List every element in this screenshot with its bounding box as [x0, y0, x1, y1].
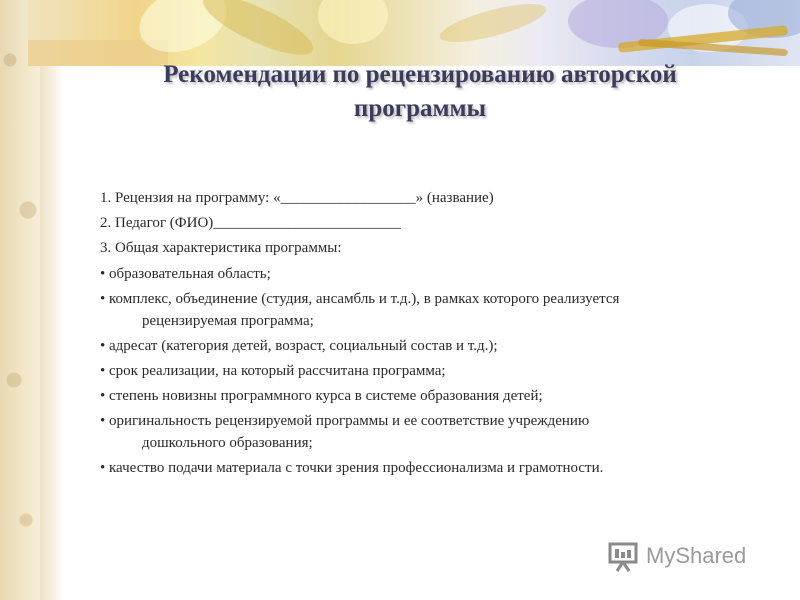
- bullet-addressee: • адресат (категория детей, возраст, социальный состав и т.д.);: [100, 338, 498, 354]
- myshared-watermark: [606, 536, 776, 576]
- presentation-board-icon: [606, 538, 642, 574]
- bullet-educational-area: • образовательная область;: [100, 266, 271, 282]
- item-review-program: 1. Рецензия на программу: «__________________» (название): [100, 190, 494, 206]
- bullet-novelty: • степень новизны программного курса в системе образования детей;: [100, 388, 543, 404]
- parchment-left-strip: [0, 0, 40, 600]
- bullet-quality: • качество подачи материала с точки зрения профессионализма и грамотности.: [100, 460, 604, 476]
- slide-title: [60, 58, 780, 126]
- item-teacher-name: 2. Педагог (ФИО)_________________________: [100, 215, 401, 231]
- slide-content: [100, 186, 740, 479]
- watermark-text: MyShared: [646, 543, 747, 568]
- title-line-1: Рекомендации по рецензированию авторской: [163, 61, 677, 88]
- bullet-originality: • оригинальность рецензируемой программы и ее соответствие учреждению дошкольного образования;: [100, 413, 590, 451]
- bullet-duration: • срок реализации, на который рассчитана программа;: [100, 363, 446, 379]
- decorative-banner: [28, 0, 800, 66]
- title-line-2: программы: [353, 95, 487, 122]
- bullet-complex-association: • комплекс, объединение (студия, ансамбль и т.д.), в рамках которого реализуется рецензируемая программа;: [100, 291, 620, 329]
- item-general-characteristics: 3. Общая характеристика программы:: [100, 240, 342, 256]
